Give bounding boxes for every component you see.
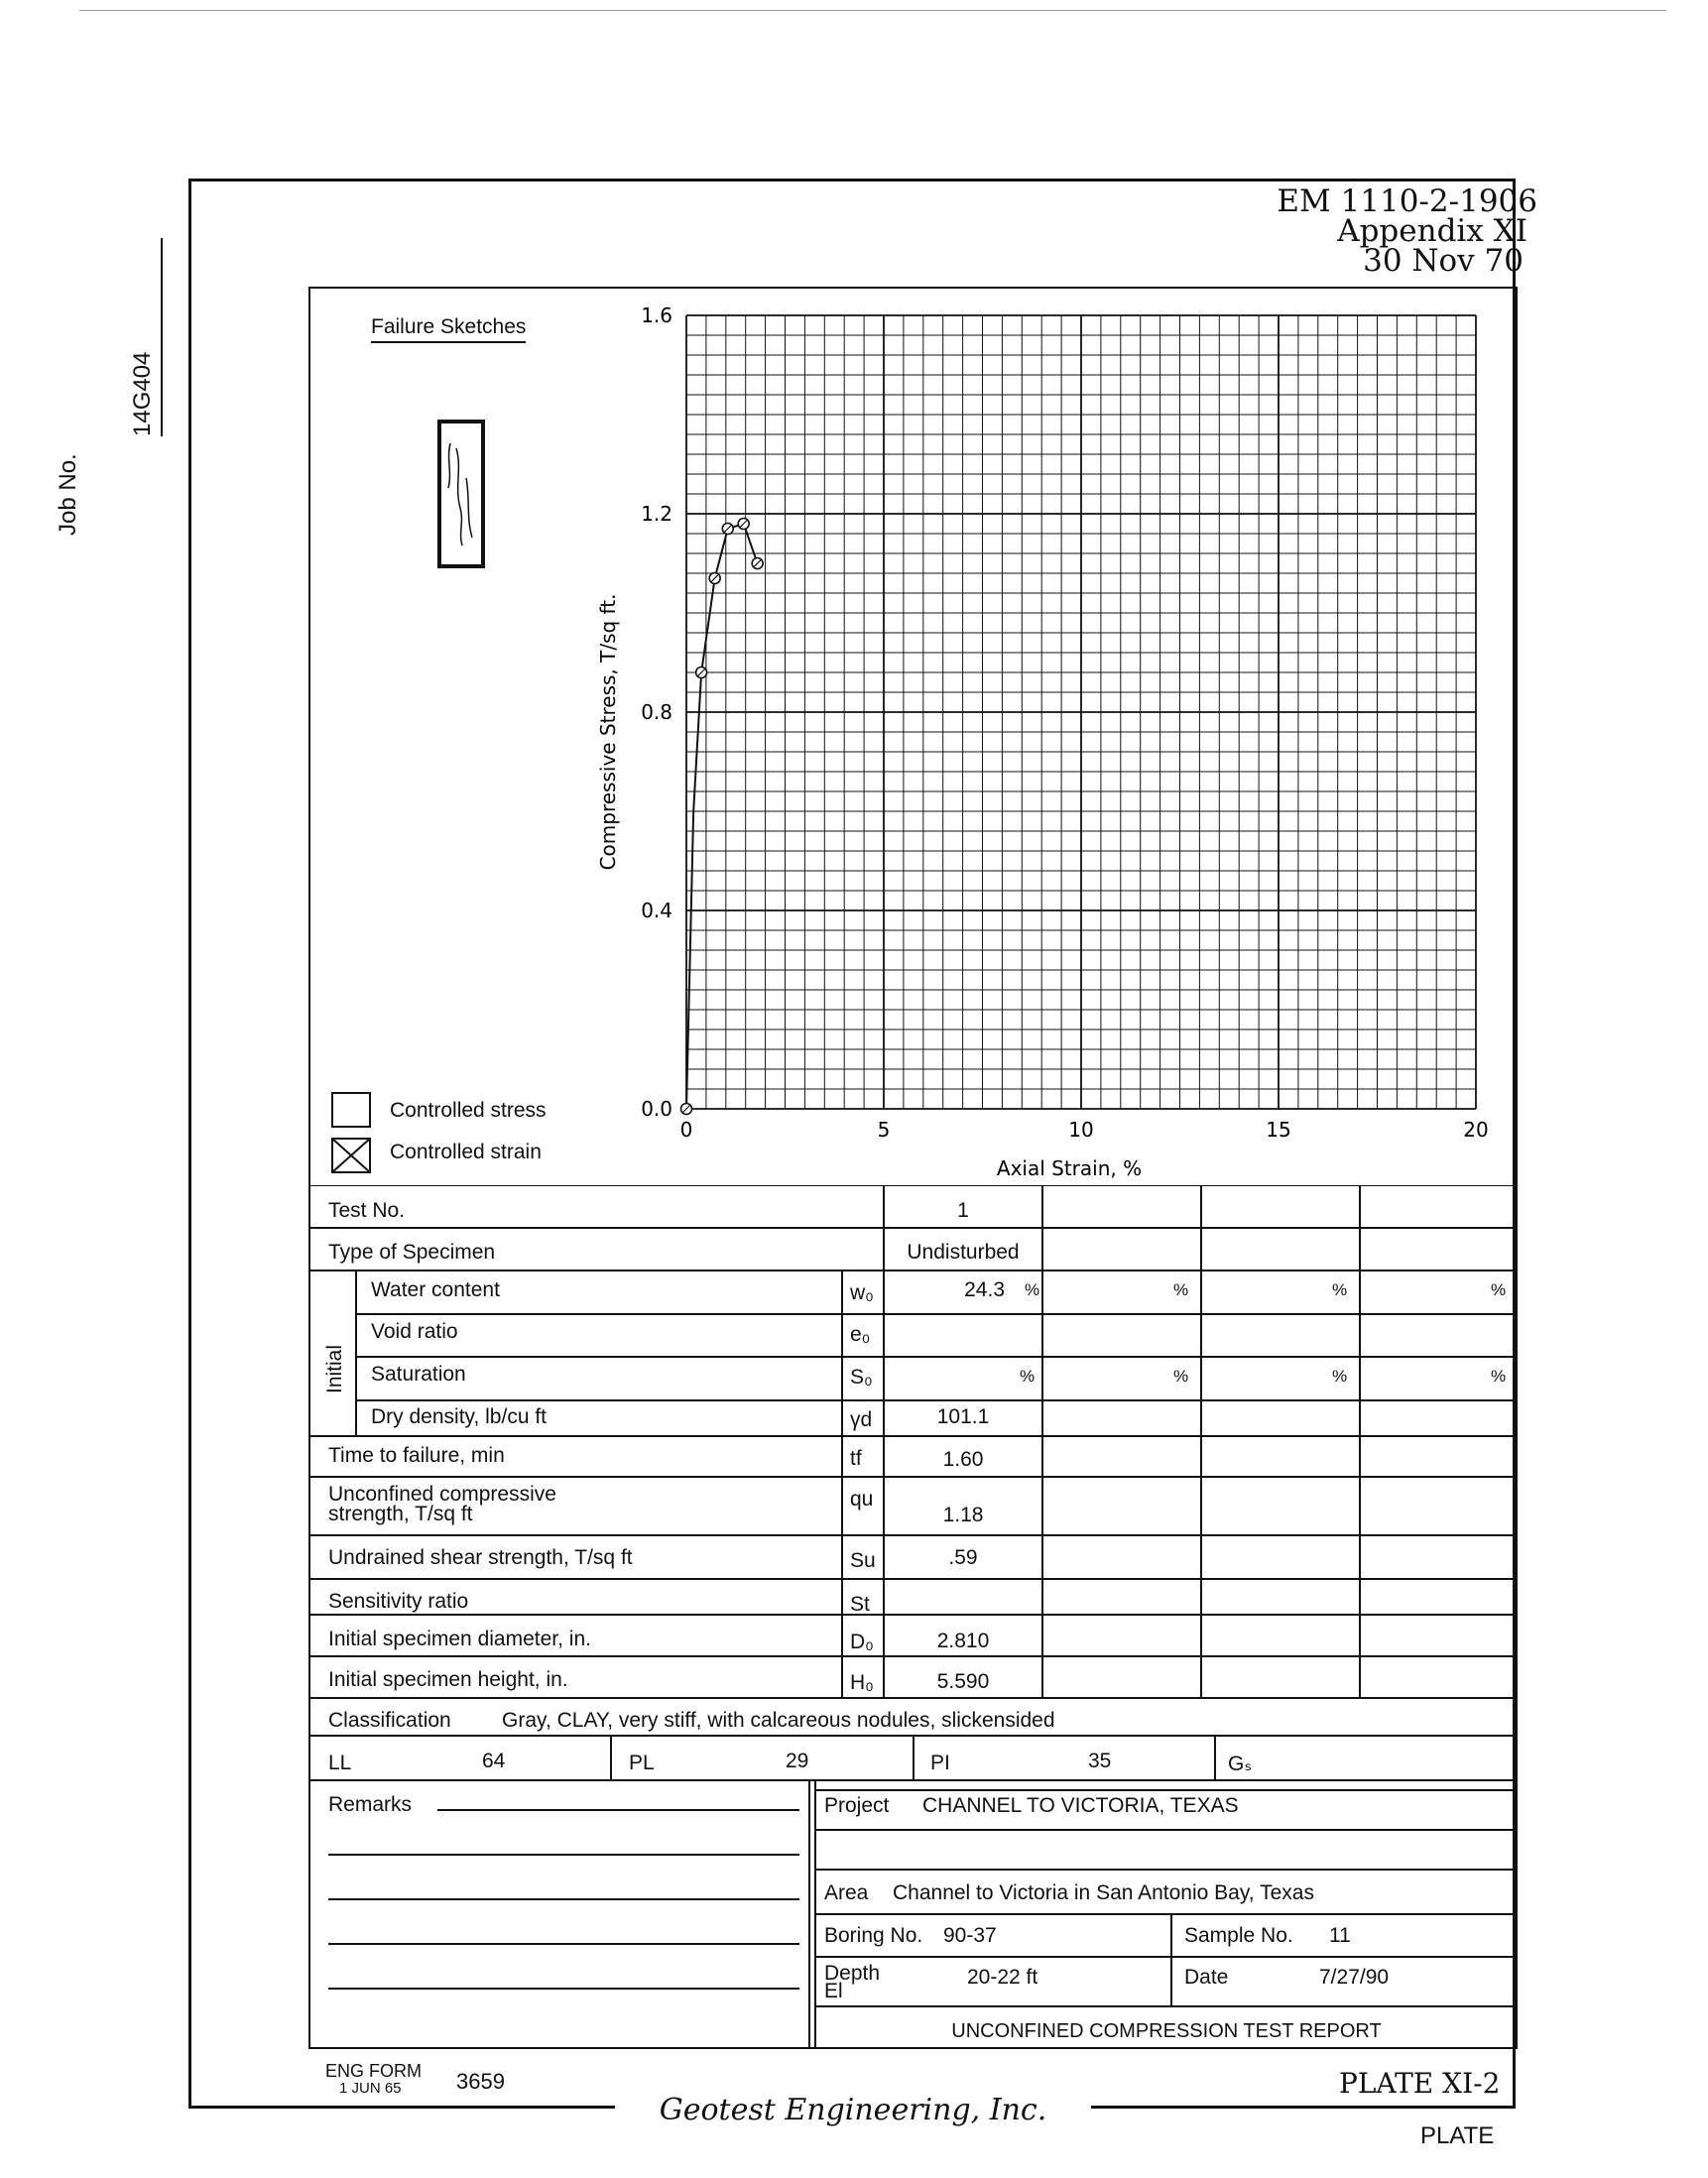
controlled-stress-label: Controlled stress [390,1099,547,1122]
chart-grid [686,315,1476,1109]
specimen-height-value-1: 5.590 [936,1670,990,1693]
y-tick-label: 0.0 [641,1097,672,1121]
project-label: Project [824,1794,890,1817]
saturation-unit-3: % [1332,1367,1348,1386]
saturation-unit-2: % [1173,1367,1189,1386]
unconfined-strength-value-1: 1.18 [942,1504,984,1526]
x-tick-label: 20 [1463,1118,1489,1142]
void-ratio-symbol: e₀ [850,1323,871,1346]
date-label: Date [1184,1966,1229,1989]
sample-no-value: 11 [1329,1924,1351,1947]
pi-value: 35 [1088,1750,1112,1772]
specimen-type-value-1: Undisturbed [907,1241,1020,1264]
time-to-failure-value-1: 1.60 [942,1448,984,1471]
depth-label [824,1962,881,2002]
series-line [686,524,758,1109]
eng-form-line1: ENG FORM [325,2061,422,2081]
remarks-label: Remarks [328,1793,413,1816]
eng-form [325,2063,422,2097]
void-ratio-label: Void ratio [371,1320,458,1343]
area-value: Channel to Victoria in San Antonio Bay, Texas [893,1881,1314,1904]
em-number: EM 1110-2-1906 [1277,183,1537,219]
x-tick-label: 5 [877,1118,891,1142]
time-to-failure-label: Time to failure, min [328,1444,505,1467]
eng-form-line2: 1 JUN 65 [339,2080,402,2097]
water-content-unit-2: % [1173,1280,1189,1299]
unconfined-strength-symbol: qu [850,1488,874,1511]
scan-edge [79,10,1666,11]
ll-value: 64 [482,1750,506,1772]
x-tick-label: 0 [679,1118,693,1142]
specimen-diameter-symbol: D₀ [850,1631,874,1653]
control-boxes [330,1091,374,1178]
unconfined-strength-label-line1: Unconfined compressive [328,1483,556,1506]
water-content-unit-1: % [1025,1280,1040,1299]
failure-sketch [436,419,488,569]
classification-value: Gray, CLAY, very stiff, with calcareous nodules, slickensided [502,1709,1055,1732]
x-tick-label: 15 [1266,1118,1291,1142]
plate-number: PLATE XI-2 [1339,2067,1501,2100]
y-tick-label: 1.6 [641,303,672,327]
boring-no-label: Boring No. [824,1924,923,1947]
elevation-label: El [824,1980,843,2002]
chart-tick-labels [641,303,1489,1142]
undrained-shear-symbol: Su [850,1549,876,1572]
failure-sketches-label: Failure Sketches [371,315,526,343]
specimen-diameter-value-1: 2.810 [936,1630,990,1652]
pi-label: PI [930,1752,950,1774]
gs-label: Gₛ [1228,1753,1253,1775]
initial-label: Initial [323,1344,346,1393]
unconfined-strength-label-line2: strength, T/sq ft [328,1503,473,1525]
sample-no-label: Sample No. [1184,1924,1293,1947]
test-no-label: Test No. [328,1199,406,1222]
controlled-stress-checkbox [332,1093,370,1127]
form-number: 3659 [456,2069,505,2094]
sensitivity-ratio-label: Sensitivity ratio [328,1590,469,1613]
specimen-type-label: Type of Specimen [328,1241,496,1264]
dry-density-label: Dry density, lb/cu ft [371,1405,548,1428]
y-tick-label: 1.2 [641,502,672,526]
table-grid [308,1185,1518,2053]
pl-value: 29 [786,1750,809,1772]
sensitivity-ratio-symbol: St [850,1593,870,1616]
specimen-diameter-label: Initial specimen diameter, in. [328,1628,591,1650]
boring-no-value: 90-37 [943,1924,997,1947]
undrained-shear-value-1: .59 [948,1546,978,1569]
test-no-value-1: 1 [957,1199,969,1222]
pl-label: PL [629,1752,655,1774]
water-content-unit-3: % [1332,1280,1348,1299]
y-tick-label: 0.8 [641,700,672,724]
y-tick-label: 0.4 [641,899,672,922]
dry-density-value-1: 101.1 [936,1405,990,1428]
x-axis-label: Axial Strain, % [996,1156,1143,1180]
classification-label: Classification [328,1709,451,1732]
job-no-label: Job No. [55,453,81,536]
y-axis-label: Compressive Stress, T/sq ft. [596,593,620,871]
job-no-value: 14G404 [129,238,163,436]
plate-bottom-label: PLATE [1420,2122,1495,2149]
project-value: CHANNEL TO VICTORIA, TEXAS [922,1794,1239,1817]
specimen-height-symbol: H₀ [850,1671,874,1694]
chart-series [681,519,764,1115]
water-content-unit-4: % [1491,1280,1507,1299]
saturation-unit-1: % [1020,1367,1036,1386]
saturation-symbol: S₀ [850,1366,873,1389]
stress-strain-chart [585,298,1518,1190]
water-content-value-1: 24.3 [964,1278,1005,1301]
depth-label-line1: Depth [824,1962,881,1985]
specimen-height-label: Initial specimen height, in. [328,1668,568,1691]
appendix: Appendix XI [1337,213,1527,249]
water-content-label: Water content [371,1278,500,1301]
x-tick-label: 10 [1068,1118,1094,1142]
controlled-strain-label: Controlled strain [390,1141,542,1163]
depth-value: 20-22 ft [967,1966,1038,1989]
company-name: Geotest Engineering, Inc. [615,2093,1091,2127]
undrained-shear-label: Undrained shear strength, T/sq ft [328,1546,633,1569]
water-content-symbol: w₀ [850,1281,874,1304]
header-date: 30 Nov 70 [1363,243,1524,279]
saturation-label: Saturation [371,1363,466,1386]
area-label: Area [824,1881,869,1904]
report-title: UNCONFINED COMPRESSION TEST REPORT [951,2020,1382,2042]
date-value: 7/27/90 [1319,1966,1390,1989]
time-to-failure-symbol: tf [850,1447,862,1470]
dry-density-symbol: γd [850,1408,873,1431]
unconfined-strength-label [328,1485,556,1524]
ll-label: LL [328,1752,352,1774]
saturation-unit-4: % [1491,1367,1507,1386]
